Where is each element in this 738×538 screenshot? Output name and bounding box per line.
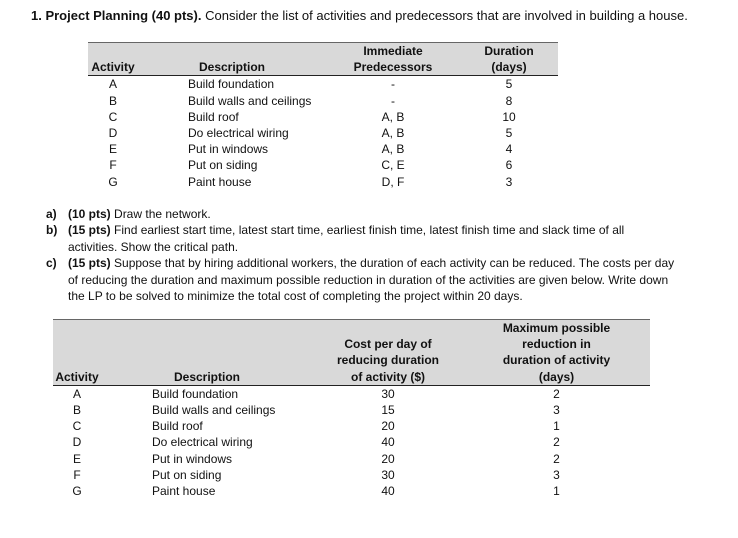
duration-cell: 4 xyxy=(505,142,513,157)
header-description: Description xyxy=(101,320,313,386)
description-cell: Build walls and ceilings xyxy=(188,93,312,108)
duration-cell: 5 xyxy=(505,77,513,92)
description-cell: Put on siding xyxy=(152,467,222,482)
part-c-points: (15 pts) xyxy=(68,256,111,271)
part-c-text: Suppose that by hiring additional workers, the duration of each activity can be reduced. The costs per day of reducing the duration and maximum possible reduction in duration of the activities are given below. Write down the LP to be solved to minimize the total cost of completing the project within 20 days. xyxy=(68,256,675,304)
cost-cell: 40 xyxy=(381,484,395,499)
duration-cell: 8 xyxy=(505,93,513,108)
table-row xyxy=(88,109,558,125)
table-row xyxy=(88,125,558,141)
table-row xyxy=(88,157,558,173)
max-reduction-cell: 1 xyxy=(553,484,560,499)
part-a-label: a) xyxy=(46,207,57,221)
activities-table xyxy=(88,42,558,190)
predecessors-cell: D, F xyxy=(381,174,405,189)
predecessors-cell: C, E xyxy=(381,158,405,173)
description-cell: Build roof xyxy=(152,419,203,434)
table-row xyxy=(53,418,650,434)
description-cell: Do electrical wiring xyxy=(152,435,253,450)
part-a-text: Draw the network. xyxy=(110,207,211,221)
duration-cell: 5 xyxy=(505,126,513,141)
table-row xyxy=(53,402,650,418)
description-cell: Build foundation xyxy=(152,386,239,401)
max-reduction-cell: 2 xyxy=(553,451,560,466)
cost-cell: 15 xyxy=(381,403,395,418)
duration-cell: 3 xyxy=(505,174,513,189)
part-a xyxy=(46,206,676,222)
question-text: Consider the list of activities and predecessors that are involved in building a house. xyxy=(201,8,688,23)
header-max-reduction: Maximum possible reduction in duration of activity (days) xyxy=(463,320,650,386)
max-reduction-cell: 2 xyxy=(553,435,560,450)
description-cell: Put in windows xyxy=(188,142,269,157)
part-c xyxy=(46,255,676,304)
activity-cell: C xyxy=(108,109,118,124)
description-cell: Build foundation xyxy=(188,77,275,92)
max-reduction-cell: 3 xyxy=(553,467,560,482)
activity-cell: B xyxy=(108,93,117,108)
activity-cell: D xyxy=(108,126,118,141)
description-cell: Do electrical wiring xyxy=(188,126,289,141)
activity-cell: F xyxy=(109,158,117,173)
reduction-table xyxy=(53,319,650,499)
table-row xyxy=(88,93,558,109)
header-predecessors: Immediate Predecessors xyxy=(326,43,460,76)
cost-cell: 40 xyxy=(381,435,395,450)
part-c-label: c) xyxy=(46,256,57,271)
cost-cell: 20 xyxy=(381,451,395,466)
duration-cell: 6 xyxy=(505,158,513,173)
activity-cell: A xyxy=(108,77,117,92)
activity-cell: D xyxy=(72,435,82,450)
description-cell: Build walls and ceilings xyxy=(152,403,276,418)
table-row xyxy=(53,385,650,402)
header-cost: Cost per day of reducing duration of activity ($) xyxy=(313,320,463,386)
part-a-points: (10 pts) xyxy=(68,207,111,221)
predecessors-cell: A, B xyxy=(381,142,405,157)
description-cell: Paint house xyxy=(152,484,216,499)
table-row xyxy=(88,141,558,157)
activity-cell: G xyxy=(72,484,82,499)
activity-cell: C xyxy=(72,419,82,434)
activity-cell: F xyxy=(73,467,81,482)
predecessors-cell: A, B xyxy=(381,126,405,141)
cost-cell: 30 xyxy=(381,467,395,482)
activity-cell: A xyxy=(72,386,81,401)
cost-cell: 20 xyxy=(381,419,395,434)
header-description: Description xyxy=(138,43,326,76)
table-row xyxy=(53,467,650,483)
activity-cell: E xyxy=(108,142,117,157)
description-cell: Build roof xyxy=(188,109,239,124)
table-row xyxy=(53,483,650,499)
reduction-table-header xyxy=(53,320,650,386)
predecessors-cell: - xyxy=(391,93,395,108)
table-row xyxy=(88,76,558,93)
description-cell: Put on siding xyxy=(188,158,258,173)
table-row xyxy=(53,451,650,467)
activity-cell: E xyxy=(72,451,81,466)
table-row xyxy=(88,174,558,190)
duration-cell: 10 xyxy=(502,109,516,124)
description-cell: Put in windows xyxy=(152,451,233,466)
part-b-label: b) xyxy=(46,223,58,238)
predecessors-cell: A, B xyxy=(381,109,405,124)
activity-cell: G xyxy=(108,174,118,189)
max-reduction-cell: 3 xyxy=(553,403,560,418)
header-activity: Activity xyxy=(88,43,138,76)
question-parts xyxy=(46,206,676,304)
activity-cell: B xyxy=(72,403,81,418)
header-duration: Duration (days) xyxy=(460,43,558,76)
part-b xyxy=(46,222,676,255)
header-activity: Activity xyxy=(53,320,101,386)
activities-table-header xyxy=(88,43,558,76)
part-b-text: Find earliest start time, latest start time, earliest finish time, latest finish time and slack time of all activities. Show the critical path. xyxy=(68,223,625,254)
question-title xyxy=(31,8,688,23)
max-reduction-cell: 2 xyxy=(553,386,560,401)
part-b-points: (15 pts) xyxy=(68,223,111,238)
predecessors-cell: - xyxy=(391,77,395,92)
description-cell: Paint house xyxy=(188,174,252,189)
table-row xyxy=(53,434,650,450)
max-reduction-cell: 1 xyxy=(553,419,560,434)
question-label: 1. Project Planning (40 pts). xyxy=(31,8,202,23)
cost-cell: 30 xyxy=(381,386,395,401)
